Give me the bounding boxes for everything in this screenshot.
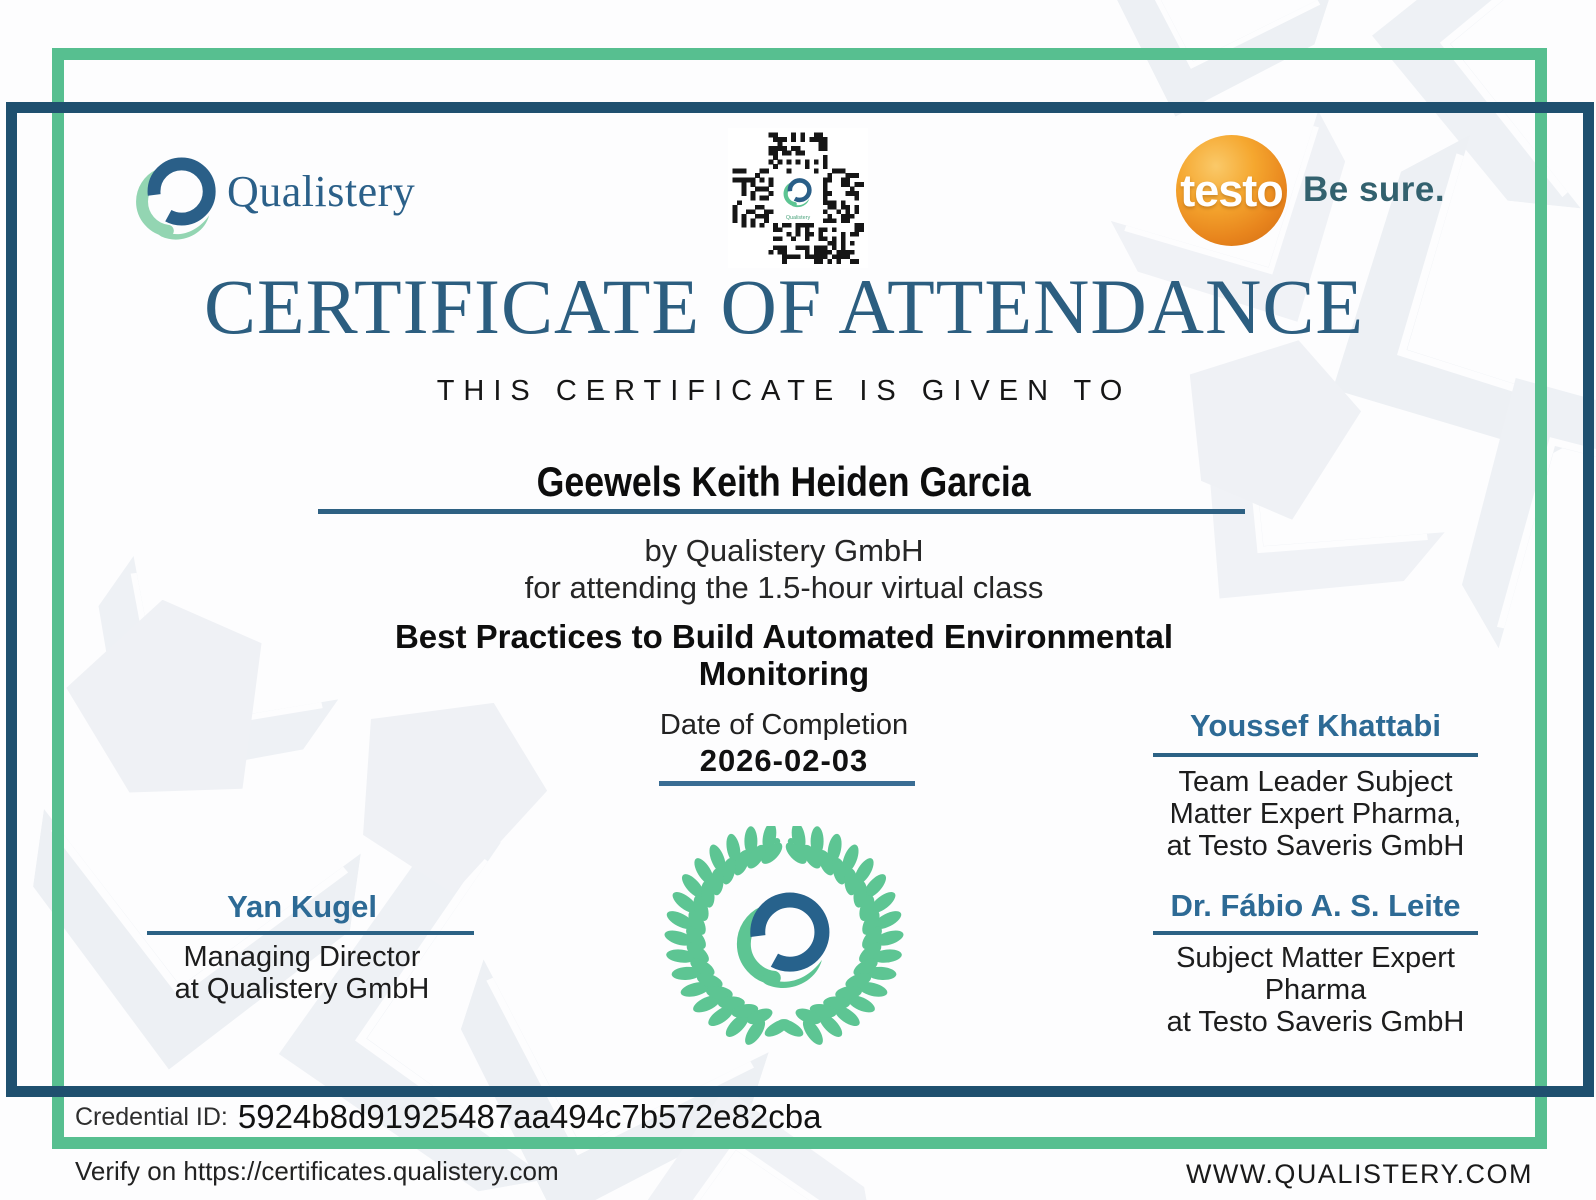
signatory-right-top-underline xyxy=(1153,753,1478,757)
website-url: WWW.QUALISTERY.COM xyxy=(1185,1159,1533,1189)
recipient-underline xyxy=(318,509,1245,514)
testo-logo-icon xyxy=(1176,135,1287,246)
signatory-right-bottom-underline xyxy=(1153,931,1478,935)
laurel-wreath-seal-icon xyxy=(663,826,907,1054)
completion-label: Date of Completion xyxy=(659,709,909,741)
signatory-right-top-title2: Matter Expert Pharma, xyxy=(1169,798,1462,830)
signatory-left-name: Yan Kugel xyxy=(227,889,377,924)
signatory-right-top-title3: at Testo Saveris GmbH xyxy=(1166,830,1465,862)
completion-date: 2026-02-03 xyxy=(699,743,869,778)
qr-code-icon xyxy=(728,128,868,268)
qualistery-logo-icon xyxy=(131,148,223,246)
signatory-right-bottom-title3: at Testo Saveris GmbH xyxy=(1166,1006,1465,1038)
verify-url: Verify on https://certificates.qualistery.com xyxy=(75,1156,559,1186)
signatory-right-bottom-title1: Subject Matter Expert xyxy=(1176,942,1455,974)
signatory-right-bottom-name: Dr. Fábio A. S. Leite xyxy=(1170,888,1461,923)
issued-by-line: by Qualistery GmbH xyxy=(644,533,924,568)
signatory-right-top-title1: Team Leader Subject xyxy=(1178,766,1453,798)
credential-row xyxy=(75,1098,821,1136)
credential-label: Credential ID: xyxy=(75,1102,228,1131)
svg-text:Qualistery: Qualistery xyxy=(785,214,811,221)
qualistery-wordmark: Qualistery xyxy=(227,167,416,216)
testo-wordmark: testo xyxy=(1180,164,1283,216)
signatory-right-bottom-title2: Pharma xyxy=(1264,974,1367,1006)
signatory-left-underline xyxy=(147,931,474,935)
course-title-line2: Monitoring xyxy=(698,655,870,692)
certificate-subtitle: THIS CERTIFICATE IS GIVEN TO xyxy=(436,375,1132,407)
signatory-right-top-name: Youssef Khattabi xyxy=(1190,708,1441,743)
signatory-left-title2: at Qualistery GmbH xyxy=(174,973,430,1005)
course-title xyxy=(0,618,1568,692)
recipient-name: Geewels Keith Heiden Garcia xyxy=(536,458,1032,505)
reason-line: for attending the 1.5-hour virtual class xyxy=(524,570,1044,605)
issuer-block xyxy=(0,532,1568,606)
signatory-left-title1: Managing Director xyxy=(183,941,421,973)
course-title-line1: Best Practices to Build Automated Environmental xyxy=(394,618,1174,655)
testo-tagline: Be sure. xyxy=(1303,170,1446,209)
certificate-title: CERTIFICATE OF ATTENDANCE xyxy=(204,263,1364,350)
completion-underline xyxy=(659,781,915,786)
credential-id: 5924b8d91925487aa494c7b572e82cba xyxy=(237,1098,822,1135)
